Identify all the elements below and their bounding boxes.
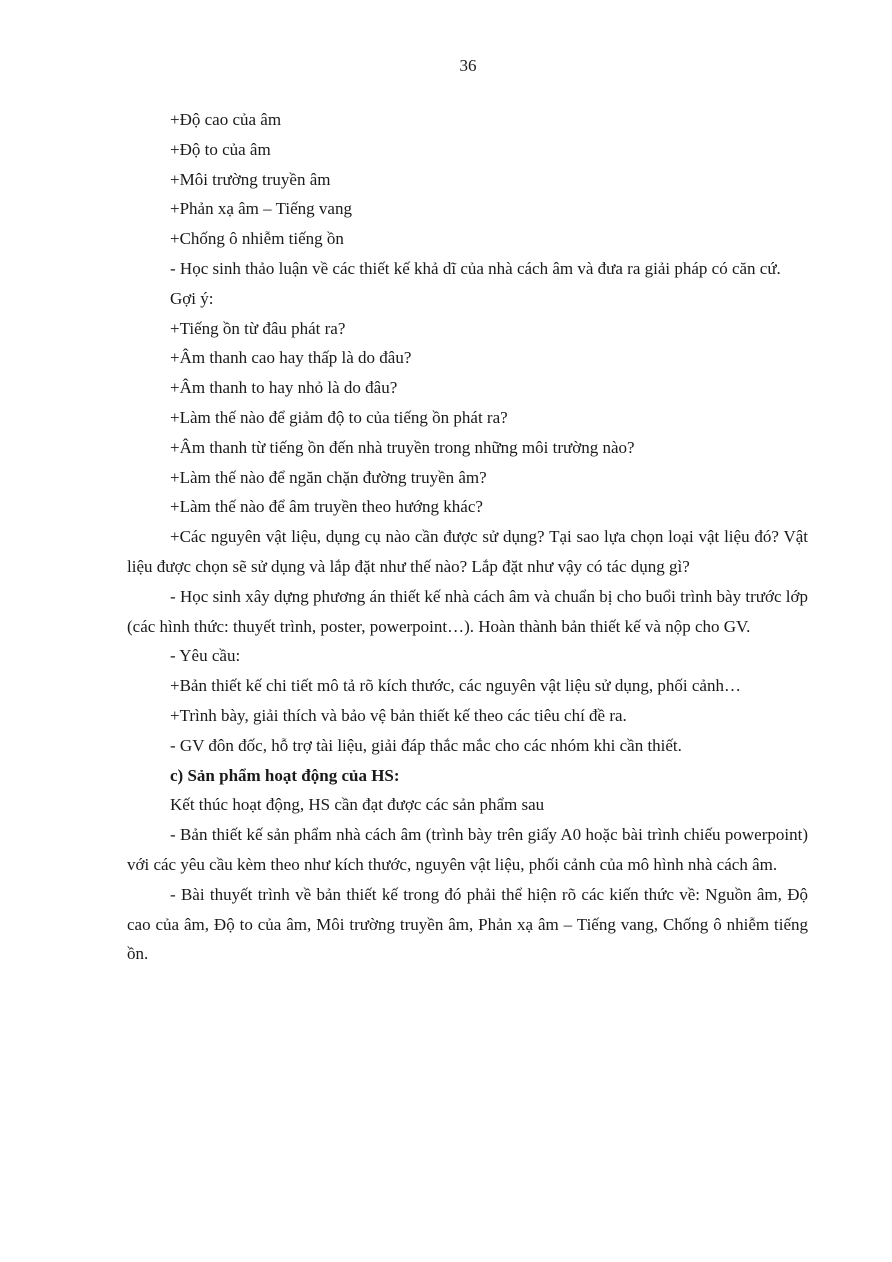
paragraph: - Học sinh thảo luận về các thiết kế khả dĩ của nhà cách âm và đưa ra giải pháp có căn cứ. [170, 258, 781, 278]
paragraph: +Âm thanh to hay nhỏ là do đâu? [170, 378, 398, 398]
paragraph: +Bản thiết kế chi tiết mô tả rõ kích thước, các nguyên vật liệu sử dụng, phối cảnh… [170, 676, 741, 696]
paragraph: +Âm thanh cao hay thấp là do đâu? [170, 348, 412, 368]
paragraph: - Học sinh xây dựng phương án thiết kế nhà cách âm và chuẩn bị cho buổi trình bày trước lớp (các hình thức: thuyết trình, poster, powerpoint…). Hoàn thành bản thiết kế và nộp cho GV. [127, 586, 808, 636]
paragraph: Gợi ý: [170, 288, 214, 308]
paragraph: +Môi trường truyền âm [170, 169, 331, 189]
paragraph: Kết thúc hoạt động, HS cần đạt được các sản phẩm sau [170, 795, 545, 815]
paragraph: +Tiếng ồn từ đâu phát ra? [170, 318, 346, 338]
paragraph: - GV đôn đốc, hỗ trợ tài liệu, giải đáp thắc mắc cho các nhóm khi cần thiết. [170, 735, 682, 755]
page-number: 36 [459, 56, 477, 75]
paragraph: +Độ to của âm [170, 139, 271, 159]
paragraph: +Phản xạ âm – Tiếng vang [170, 199, 352, 219]
paragraph: +Làm thế nào để âm truyền theo hướng khác? [170, 497, 483, 517]
paragraph: +Làm thế nào để ngăn chặn đường truyền âm? [170, 467, 487, 487]
section-heading: c) Sản phẩm hoạt động của HS: [170, 765, 400, 785]
paragraph: +Độ cao của âm [170, 110, 282, 129]
paragraph: +Các nguyên vật liệu, dụng cụ nào cần được sử dụng? Tại sao lựa chọn loại vật liệu đó? Vật liệu được chọn sẽ sử dụng và lắp đặt như thế nào? Lắp đặt như vậy có tác dụng gì? [127, 527, 808, 576]
paragraph: +Làm thế nào để giảm độ to của tiếng ồn phát ra? [170, 407, 508, 427]
paragraph: - Yêu cầu: [170, 646, 241, 666]
paragraph: - Bản thiết kế sản phẩm nhà cách âm (trình bày trên giấy A0 hoặc bài trình chiếu powerpoint) với các yêu cầu kèm theo như kích thước, nguyên vật liệu, phối cảnh của mô hình nhà cách âm. [127, 825, 808, 874]
paragraph: - Bài thuyết trình về bản thiết kế trong đó phải thể hiện rõ các kiến thức về: Nguồn âm, Độ cao của âm, Độ to của âm, Môi trường truyền âm, Phản xạ âm – Tiếng vang, Chống ô nhiễm tiếng ồn. [127, 884, 808, 964]
paragraph: +Âm thanh từ tiếng ồn đến nhà truyền trong những môi trường nào? [170, 437, 635, 457]
paragraph: +Chống ô nhiễm tiếng ồn [170, 229, 344, 249]
paragraph: +Trình bày, giải thích và bảo vệ bản thiết kế theo các tiêu chí đề ra. [170, 705, 627, 725]
document-body [127, 105, 808, 969]
